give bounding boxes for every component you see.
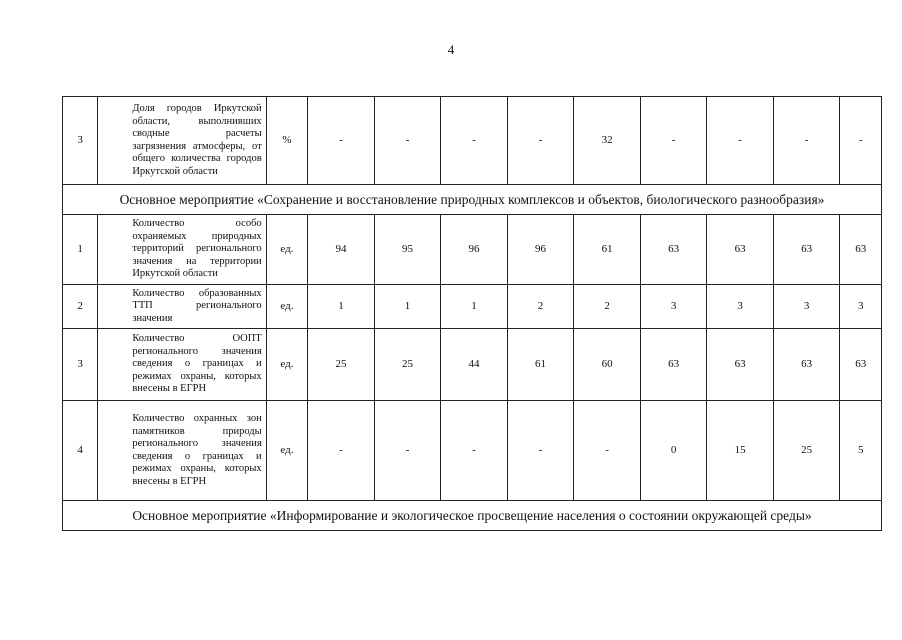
value-cell: 1 [374,285,441,329]
value-cell: 25 [374,329,441,401]
value-cell: - [840,97,882,185]
unit-of-measure: ед. [266,401,308,501]
indicator-row [63,285,882,329]
value-cell: 3 [773,285,840,329]
section-title: Основное мероприятие «Сохранение и восстановление природных комплексов и объектов, биологического разнообразия» [63,185,882,215]
value-cell: - [374,97,441,185]
value-cell: 63 [773,215,840,285]
value-cell: - [507,97,574,185]
value-cell: 0 [640,401,707,501]
value-cell: 63 [707,215,774,285]
unit-of-measure: ед. [266,329,308,401]
unit-of-measure: % [266,97,308,185]
value-cell: 63 [640,329,707,401]
value-cell: 60 [574,329,641,401]
value-cell: 32 [574,97,641,185]
value-cell: 96 [441,215,508,285]
indicator-row [63,401,882,501]
indicator-name: Доля городов Иркутской области, выполнивших сводные расчеты загрязнения атмосферы, от общего количества городов Иркутской области [98,97,266,185]
value-cell: - [640,97,707,185]
value-cell: 63 [640,215,707,285]
value-cell: - [707,97,774,185]
value-cell: 44 [441,329,508,401]
value-cell: 3 [840,285,882,329]
value-cell: 96 [507,215,574,285]
section-title: Основное мероприятие «Информирование и экологическое просвещение населения о состоянии окружающей среды» [63,501,882,531]
indicator-row [63,215,882,285]
indicator-name: Количество охранных зон памятников природы регионального значения сведения о границах и режимах охраны, которых внесены в ЕГРН [98,401,266,501]
value-cell: 63 [840,329,882,401]
value-cell: 94 [308,215,375,285]
value-cell: 5 [840,401,882,501]
value-cell: 2 [507,285,574,329]
indicators-table-body [63,97,882,531]
indicator-row [63,97,882,185]
indicator-name: Количество особо охраняемых природных территорий регионального значения на территории Иркутской области [98,215,266,285]
value-cell: 15 [707,401,774,501]
row-number: 4 [63,401,98,501]
value-cell: - [308,401,375,501]
value-cell: 61 [507,329,574,401]
unit-of-measure: ед. [266,215,308,285]
value-cell: - [773,97,840,185]
value-cell: 63 [840,215,882,285]
value-cell: 3 [640,285,707,329]
value-cell: - [441,401,508,501]
value-cell: 1 [441,285,508,329]
value-cell: 25 [308,329,375,401]
value-cell: 1 [308,285,375,329]
indicator-row [63,329,882,401]
value-cell: 63 [707,329,774,401]
row-number: 2 [63,285,98,329]
row-number: 3 [63,97,98,185]
value-cell: - [574,401,641,501]
indicator-name: Количество образованных ТТП регионального значения [98,285,266,329]
unit-of-measure: ед. [266,285,308,329]
value-cell: 3 [707,285,774,329]
value-cell: 61 [574,215,641,285]
page-number: 4 [447,42,455,57]
value-cell: 2 [574,285,641,329]
row-number: 3 [63,329,98,401]
indicator-name: Количество ООПТ регионального значения сведения о границах и режимах охраны, которых внесены в ЕГРН [98,329,266,401]
value-cell: 25 [773,401,840,501]
value-cell: - [441,97,508,185]
value-cell: 95 [374,215,441,285]
value-cell: - [308,97,375,185]
value-cell: - [374,401,441,501]
value-cell: - [507,401,574,501]
section-row [63,185,882,215]
indicators-table [62,96,882,531]
section-row [63,501,882,531]
row-number: 1 [63,215,98,285]
value-cell: 63 [773,329,840,401]
